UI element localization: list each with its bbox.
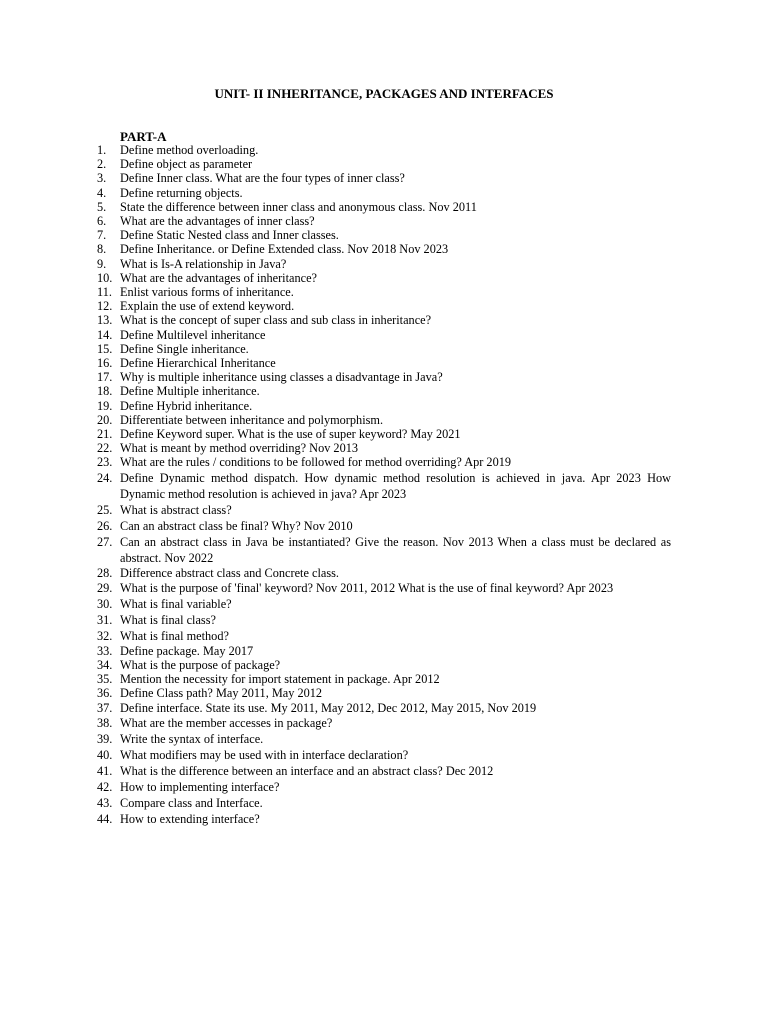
item-text: Define Static Nested class and Inner classes. <box>120 228 339 243</box>
list-item <box>0 580 671 596</box>
list-item <box>0 747 671 763</box>
list-item <box>0 214 671 228</box>
list-item <box>0 628 671 644</box>
list-item <box>0 715 671 731</box>
list-item <box>0 143 671 157</box>
list-item <box>0 356 671 370</box>
item-number: 36. <box>97 686 113 701</box>
page-title: UNIT- II INHERITANCE, PACKAGES AND INTERFACES <box>214 86 554 101</box>
item-text: What are the member accesses in package? <box>120 715 333 730</box>
item-number: 3. <box>97 171 107 186</box>
item-number: 30. <box>97 596 113 611</box>
item-text: Define Hybrid inheritance. <box>120 398 253 413</box>
item-text: Define Multiple inheritance. <box>120 384 260 399</box>
item-number: 6. <box>97 214 107 229</box>
item-text: What is Is-A relationship in Java? <box>120 256 287 271</box>
list-item <box>0 228 671 242</box>
item-text: What are the rules / conditions to be followed for method overriding? Apr 2019 <box>120 455 512 470</box>
item-text: Define package. May 2017 <box>120 643 254 658</box>
list-item <box>0 200 671 214</box>
item-number: 4. <box>97 185 107 200</box>
item-text: Can an abstract class in Java be instantiated? Give the reason. Nov 2013 When a class must be declared as abstract. Nov 2022 <box>120 534 671 565</box>
item-text: Define Hierarchical Inheritance <box>120 356 276 371</box>
item-number: 21. <box>97 427 113 442</box>
question-list <box>0 143 768 827</box>
list-item <box>0 399 671 413</box>
item-text: What is abstract class? <box>120 502 232 517</box>
item-text: How to extending interface? <box>120 811 260 826</box>
list-item <box>0 171 671 185</box>
list-item <box>0 763 671 779</box>
item-number: 9. <box>97 256 107 271</box>
list-item <box>0 427 671 441</box>
item-text: Explain the use of extend keyword. <box>120 299 295 314</box>
item-number: 26. <box>97 518 113 533</box>
list-item <box>0 701 671 715</box>
item-number: 27. <box>97 534 113 549</box>
item-number: 7. <box>97 228 107 243</box>
item-text: Define Class path? May 2011, May 2012 <box>120 686 323 701</box>
item-number: 24. <box>97 470 113 485</box>
list-item <box>0 441 671 455</box>
list-item <box>0 731 671 747</box>
item-text: Define returning objects. <box>120 185 243 200</box>
item-number: 2. <box>97 157 107 172</box>
item-number: 44. <box>97 811 113 826</box>
item-number: 12. <box>97 299 113 314</box>
item-number: 18. <box>97 384 113 399</box>
list-item <box>0 672 671 686</box>
item-number: 17. <box>97 370 113 385</box>
item-text: What are the advantages of inner class? <box>120 214 315 229</box>
list-item <box>0 313 671 327</box>
item-number: 38. <box>97 715 113 730</box>
item-text: What is final class? <box>120 612 216 627</box>
item-number: 16. <box>97 356 113 371</box>
item-text: Differentiate between inheritance and polymorphism. <box>120 412 384 427</box>
item-number: 28. <box>97 565 113 580</box>
item-number: 37. <box>97 700 113 715</box>
item-text: Define Inner class. What are the four types of inner class? <box>120 171 405 186</box>
item-number: 33. <box>97 643 113 658</box>
item-text: Enlist various forms of inheritance. <box>120 285 294 300</box>
item-number: 20. <box>97 412 113 427</box>
item-number: 41. <box>97 763 113 778</box>
item-text: What are the advantages of inheritance? <box>120 270 317 285</box>
list-item <box>0 658 671 672</box>
item-text: State the difference between inner class and anonymous class. Nov 2011 <box>120 199 477 214</box>
item-text: Can an abstract class be final? Why? Nov 2010 <box>120 518 353 533</box>
item-number: 29. <box>97 580 113 595</box>
list-item <box>0 257 671 271</box>
list-item <box>0 285 671 299</box>
item-number: 43. <box>97 795 113 810</box>
item-number: 15. <box>97 341 113 356</box>
item-number: 10. <box>97 270 113 285</box>
item-text: Compare class and Interface. <box>120 795 263 810</box>
item-text: What is final variable? <box>120 596 232 611</box>
item-text: Define object as parameter <box>120 157 253 172</box>
item-text: Define interface. State its use. My 2011, May 2012, Dec 2012, May 2015, Nov 2019 <box>120 700 537 715</box>
item-text: Define Multilevel inheritance <box>120 327 266 342</box>
item-text: What is the purpose of package? <box>120 658 281 673</box>
list-item <box>0 455 671 469</box>
section-heading: PART-A <box>120 129 167 144</box>
item-text: Mention the necessity for import statement in package. Apr 2012 <box>120 672 440 687</box>
item-number: 32. <box>97 628 113 643</box>
list-item <box>0 370 671 384</box>
list-item <box>0 271 671 285</box>
list-item <box>0 502 671 518</box>
item-number: 25. <box>97 502 113 517</box>
item-number: 40. <box>97 747 113 762</box>
item-text: What is final method? <box>120 628 229 643</box>
list-item <box>0 644 671 658</box>
item-number: 8. <box>97 242 107 257</box>
item-text: What is the purpose of 'final' keyword? Nov 2011, 2012 What is the use of final keyword? Apr 2023 <box>120 580 614 595</box>
item-text: Why is multiple inheritance using classes a disadvantage in Java? <box>120 370 443 385</box>
item-number: 42. <box>97 779 113 794</box>
item-number: 13. <box>97 313 113 328</box>
list-item <box>0 186 671 200</box>
list-item <box>0 596 671 612</box>
list-item <box>0 328 671 342</box>
item-text: Write the syntax of interface. <box>120 731 264 746</box>
list-item <box>0 384 671 398</box>
list-item <box>0 470 671 502</box>
item-number: 14. <box>97 327 113 342</box>
item-number: 23. <box>97 455 113 470</box>
item-text: Define Single inheritance. <box>120 341 249 356</box>
list-item <box>0 299 671 313</box>
list-item <box>0 534 671 566</box>
item-text: Define Inheritance. or Define Extended class. Nov 2018 Nov 2023 <box>120 242 449 257</box>
item-text: Define Dynamic method dispatch. How dynamic method resolution is achieved in java. Apr 2023 How Dynamic method resolution is achieved in java? Apr 2023 <box>120 470 671 501</box>
list-item <box>0 795 671 811</box>
item-text: Define method overloading. <box>120 143 259 157</box>
item-text: What is the concept of super class and sub class in inheritance? <box>120 313 432 328</box>
item-text: Define Keyword super. What is the use of super keyword? May 2021 <box>120 427 461 442</box>
item-number: 11. <box>97 285 112 300</box>
item-text: Difference abstract class and Concrete class. <box>120 565 339 580</box>
list-item <box>0 686 671 700</box>
list-item <box>0 157 671 171</box>
item-text: What is the difference between an interface and an abstract class? Dec 2012 <box>120 763 494 778</box>
item-text: What modifiers may be used with in interface declaration? <box>120 747 409 762</box>
list-item <box>0 242 671 256</box>
item-number: 34. <box>97 658 113 673</box>
list-item <box>0 566 671 580</box>
item-number: 39. <box>97 731 113 746</box>
item-number: 35. <box>97 672 113 687</box>
item-number: 1. <box>97 143 107 157</box>
item-number: 31. <box>97 612 113 627</box>
list-item <box>0 342 671 356</box>
item-number: 19. <box>97 398 113 413</box>
list-item <box>0 518 671 534</box>
list-item <box>0 413 671 427</box>
item-text: What is meant by method overriding? Nov 2013 <box>120 441 359 456</box>
list-item <box>0 779 671 795</box>
list-item <box>0 612 671 628</box>
item-text: How to implementing interface? <box>120 779 280 794</box>
item-number: 5. <box>97 199 107 214</box>
item-number: 22. <box>97 441 113 456</box>
list-item <box>0 811 671 827</box>
